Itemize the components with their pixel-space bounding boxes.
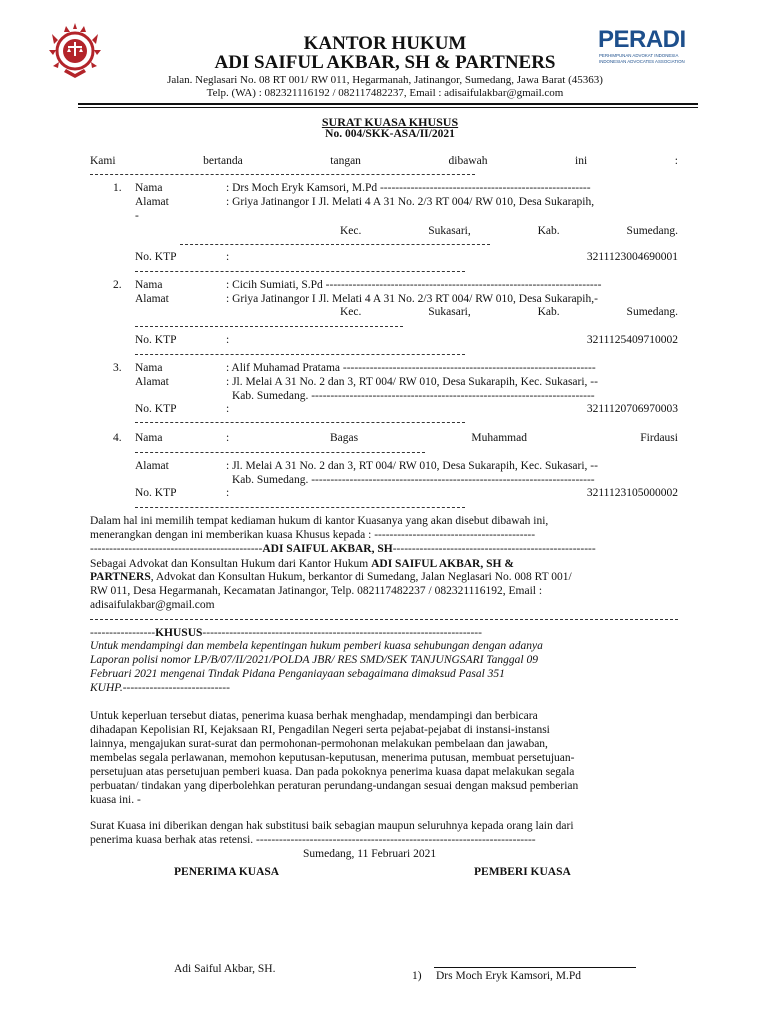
office-contact: Telp. (WA) : 082321116192 / 082117482237, Email : adisaifulakbar@gmail.com: [206, 87, 564, 99]
person-address-line1: : Griya Jatinangor I Jl. Melati 4 A 31 No. 2/3 RT 004/ RW 010, Desa Sukarapih,: [226, 196, 595, 208]
domicile-line2: menerangkan dengan ini memberikan kuasa Khusus kepada : ------------------------------------------: [90, 529, 536, 541]
office-title-line2: ADI SAIFUL AKBAR, SH & PARTNERS: [214, 52, 556, 73]
label-alamat: Alamat: [135, 460, 169, 472]
powers-line6: perbuatan/ tindakan yang diperbolehkan peraturan perundang-undangan sesuai dengan maksud pemberian: [90, 780, 579, 792]
purpose-line3: Februari 2021 mengenai Tindak Pidana Penganiayaan sebagaimana dimaksud Pasal 351: [90, 668, 505, 680]
colon: :: [226, 403, 230, 415]
person-number: 1.: [113, 182, 122, 194]
place-date: Sumedang, 11 Februari 2021: [303, 848, 437, 860]
powers-line4: membelas segala perlawanan, memohon keputusan-keputusan, menerima putusan, membuat persetujuan-: [90, 752, 575, 764]
colon: :: [226, 432, 230, 444]
purpose-line4: KUHP.----------------------------: [90, 682, 230, 694]
office-title-line1: KANTOR HUKUM: [303, 33, 467, 54]
person-address-line1: : Jl. Melai A 31 No. 2 dan 3, RT 004/ RW 010, Desa Sukarapih, Kec. Sukasari, --: [226, 376, 598, 388]
attorney-desc-line2: [90, 571, 678, 583]
person-address-line2: [340, 225, 678, 237]
address-word: Kab.: [537, 306, 560, 318]
person-ktp: 3211123105000002: [586, 487, 678, 499]
person-name: : Cicih Sumiati, S.Pd ------------------------------------------------------------------------: [226, 279, 602, 291]
person-address-line2: [340, 306, 678, 318]
label-ktp: No. KTP: [135, 251, 177, 263]
dash-fill: -----------------------------------------------------: [392, 543, 596, 555]
dash-separator: [135, 354, 465, 355]
khusus-line: [90, 627, 678, 639]
address-word: Sukasari,: [428, 225, 471, 237]
person-number: 3.: [113, 362, 122, 374]
person-address-line2: Kab. Sumedang. --------------------------------------------------------------------------: [232, 390, 595, 402]
label-nama: Nama: [135, 279, 163, 291]
dash-separator: [135, 452, 425, 453]
person-name: [330, 432, 678, 444]
law-office-seal-icon: [44, 22, 106, 80]
label-alamat: Alamat: [135, 376, 169, 388]
address-dash: -: [135, 210, 139, 222]
attorney-desc-line3: RW 011, Desa Hegarmanah, Kecamatan Jatinangor, Telp. 082117482237 / 082321116192, Email :: [90, 585, 543, 597]
dash-separator: [90, 619, 678, 620]
peradi-subtitle-2: INDONESIAN ADVOCATES ASSOCIATION: [599, 59, 685, 64]
attorney-desc-text: Sebagai Advokat dan Konsultan Hukum dari Kantor Hukum: [90, 558, 372, 570]
intro-word: bertanda: [203, 155, 243, 167]
person-ktp: 3211123004690001: [586, 251, 678, 263]
person-address-line1: : Griya Jatinangor I Jl. Melati 4 A 31 No. 2/3 RT 004/ RW 010, Desa Sukarapih,-: [226, 293, 598, 305]
dash-separator: [180, 244, 490, 245]
dash-fill: ---------------------------------------------: [90, 543, 263, 555]
firm-name-bold: PARTNERS: [90, 571, 151, 583]
document-number: No. 004/SKK-ASA/II/2021: [325, 128, 455, 140]
substitution-line1: Surat Kuasa ini diberikan dengan hak substitusi baik sebagian maupun seluruhnya kepada orang lain dari: [90, 820, 574, 832]
receiver-name: Adi Saiful Akbar, SH.: [174, 963, 276, 975]
purpose-line2: Laporan polisi nomor LP/B/07/II/2021/POLDA JBR/ RES SMD/SEK TANJUNGSARI Tanggal 09: [90, 654, 538, 666]
signature-line: [434, 967, 636, 968]
colon: :: [226, 251, 230, 263]
firm-name-bold: ADI SAIFUL AKBAR, SH &: [371, 558, 514, 570]
peradi-logo: [598, 26, 698, 66]
giver-name: Drs Moch Eryk Kamsori, M.Pd: [436, 970, 582, 982]
intro-word: ini: [575, 155, 588, 167]
header-rule-thin: [78, 107, 698, 108]
person-ktp: 3211120706970003: [586, 403, 678, 415]
document-title: SURAT KUASA KHUSUS: [321, 115, 459, 129]
attorney-desc-text: , Advokat dan Konsultan Hukum, berkantor di Sumedang, Jalan Neglasari No. 008 RT 001/: [150, 571, 572, 583]
dash-separator: [90, 174, 475, 175]
attorney-description: [90, 557, 678, 571]
office-address: Jalan. Neglasari No. 08 RT 001/ RW 011, Hegarmanah, Jatinangor, Sumedang, Jawa Barat (45363): [167, 74, 603, 86]
peradi-wordmark: PERADI: [598, 26, 686, 53]
person-name: : Alif Muhamad Pratama ------------------------------------------------------------------: [226, 362, 596, 374]
label-nama: Nama: [135, 432, 163, 444]
purpose-line1: Untuk mendampingi dan membela kepentingan hukum pemberi kuasa sehubungan dengan adanya: [90, 640, 543, 652]
domicile-line1: Dalam hal ini memilih tempat kediaman hukum di kantor Kuasanya yang akan disebut dibawah ini,: [90, 515, 549, 527]
label-alamat: Alamat: [135, 196, 169, 208]
label-nama: Nama: [135, 182, 163, 194]
person-address-line2: Kab. Sumedang. --------------------------------------------------------------------------: [232, 474, 595, 486]
address-word: Kec.: [340, 225, 362, 237]
header-rule-thick: [78, 103, 698, 105]
intro-word: tangan: [330, 155, 361, 167]
dash-fill: -----------------: [90, 627, 156, 639]
dash-fill: -------------------------------------------------------------------------: [202, 627, 482, 639]
khusus-heading: KHUSUS: [155, 627, 203, 639]
person-name: : Drs Moch Eryk Kamsori, M.Pd -------------------------------------------------------: [226, 182, 591, 194]
colon: :: [226, 487, 230, 499]
giver-label: PEMBERI KUASA: [474, 866, 571, 878]
substitution-line2: penerima kuasa berhak atas retensi. -------------------------------------------------------------------------: [90, 834, 536, 846]
dash-separator: [135, 326, 403, 327]
person-ktp: 3211125409710002: [586, 334, 678, 346]
peradi-subtitle-1: PERHIMPUNAN ADVOKAT INDONESIA: [599, 53, 679, 58]
address-word: Sumedang.: [626, 225, 678, 237]
powers-line1: Untuk keperluan tersebut diatas, penerima kuasa berhak menghadap, mendampingi dan berbicara: [90, 710, 538, 722]
person-address-line1: : Jl. Melai A 31 No. 2 dan 3, RT 004/ RW 010, Desa Sukarapih, Kec. Sukasari, --: [226, 460, 598, 472]
person-number: 2.: [113, 279, 122, 291]
attorney-email: adisaifulakbar@gmail.com: [90, 599, 215, 611]
address-word: Sumedang.: [626, 306, 678, 318]
label-ktp: No. KTP: [135, 487, 177, 499]
giver-number: 1): [412, 970, 422, 982]
receiver-label: PENERIMA KUASA: [174, 866, 280, 878]
intro-word: :: [674, 155, 678, 167]
powers-line3: lainnya, mengajukan surat-surat dan permohonan-permohonan melakukan pembelaan dan jawaban,: [90, 738, 548, 750]
powers-line7: kuasa ini. -: [90, 794, 141, 806]
name-word: Muhammad: [471, 432, 527, 444]
address-word: Kec.: [340, 306, 362, 318]
intro-line: [90, 155, 678, 167]
person-number: 4.: [113, 432, 122, 444]
intro-word: Kami: [90, 155, 116, 167]
address-word: Kab.: [537, 225, 560, 237]
dash-separator: [135, 422, 465, 423]
powers-line2: dihadapan Kepolisian RI, Kejaksaan RI, Pengadilan Negeri serta pejabat-pejabat di instansi-instansi: [90, 724, 550, 736]
attorney-line: [90, 543, 678, 555]
colon: :: [226, 334, 230, 346]
address-word: Sukasari,: [428, 306, 471, 318]
powers-line5: persetujuan atas persetujuan pemberi kuasa. Dan pada pokoknya penerima kuasa dapat melakukan segala: [90, 766, 575, 778]
intro-word: dibawah: [448, 155, 488, 167]
name-word: Firdausi: [640, 432, 678, 444]
dash-separator: [135, 507, 465, 508]
label-alamat: Alamat: [135, 293, 169, 305]
name-word: Bagas: [330, 432, 359, 444]
attorney-name: ADI SAIFUL AKBAR, SH: [262, 543, 393, 555]
label-nama: Nama: [135, 362, 163, 374]
dash-separator: [135, 271, 465, 272]
label-ktp: No. KTP: [135, 334, 177, 346]
label-ktp: No. KTP: [135, 403, 177, 415]
